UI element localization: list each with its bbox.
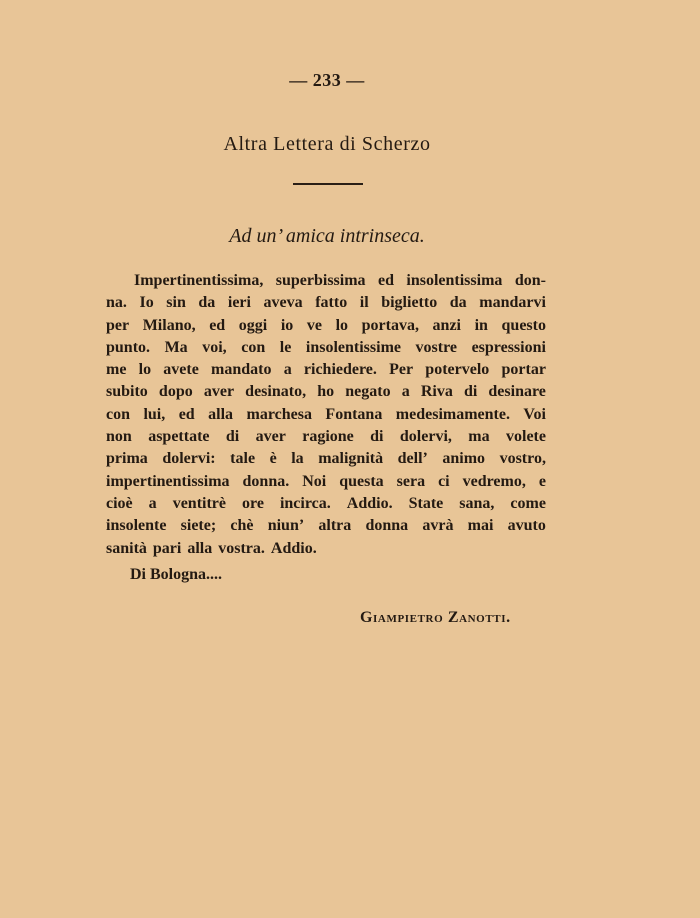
word: Addio.: [270, 539, 317, 557]
word: di: [225, 428, 240, 446]
word: ventitrè: [172, 494, 226, 512]
word: a: [148, 494, 157, 512]
word: anzi: [432, 316, 461, 334]
word: don-: [514, 272, 546, 289]
body-line: [106, 493, 546, 515]
word: per: [106, 316, 130, 334]
word: sera: [396, 472, 426, 490]
body-line: [106, 471, 546, 493]
word: vedremo,: [462, 472, 526, 490]
word: portava,: [361, 316, 419, 334]
word: questa: [339, 472, 384, 490]
word: insolentissima: [406, 272, 503, 289]
word: con: [106, 405, 130, 423]
word: ma: [468, 428, 490, 446]
word: Addio.: [346, 494, 393, 512]
word: ed: [377, 272, 394, 289]
body-line: [106, 270, 546, 292]
word: dolervi:: [162, 450, 216, 468]
word: vostra.: [218, 539, 265, 557]
word: aver: [255, 428, 286, 446]
word: Noi: [302, 472, 327, 490]
letter-body: [106, 270, 546, 560]
word: è: [269, 450, 277, 468]
word: ed: [209, 316, 226, 334]
word: Milano,: [142, 316, 196, 334]
word: incirca.: [279, 494, 331, 512]
body-line: [106, 515, 546, 537]
word: potervelo: [425, 361, 490, 379]
body-line: [106, 404, 546, 426]
word: desinare: [488, 383, 546, 401]
word: punto.: [106, 338, 151, 356]
title-divider: [293, 183, 363, 185]
word: alla: [208, 405, 234, 423]
word: niun’: [267, 517, 305, 535]
word: marchesa: [246, 405, 312, 423]
word: ed: [178, 405, 195, 423]
word: come: [510, 494, 546, 512]
word: mandarvi: [479, 294, 546, 312]
word: ve: [306, 316, 322, 334]
word: portar: [501, 361, 546, 379]
word: richiedere.: [303, 361, 377, 379]
word: malignità: [318, 450, 384, 468]
word: avete: [163, 361, 199, 379]
word: mandato: [211, 361, 272, 379]
word: donna.: [242, 472, 290, 490]
word: il: [359, 294, 369, 312]
word: a: [283, 361, 292, 379]
word: subito: [106, 383, 148, 401]
word: da: [198, 294, 216, 312]
word: dolervi,: [399, 428, 452, 446]
word: pari: [152, 539, 182, 557]
word: non: [106, 428, 132, 446]
word: insolente: [106, 517, 167, 535]
word: alla: [187, 539, 213, 557]
word: insolentissime: [305, 338, 401, 356]
word: in: [474, 316, 488, 334]
word: e: [538, 472, 546, 490]
body-line: [106, 315, 546, 337]
signature: Giampietro Zanotti.: [360, 609, 511, 626]
body-line: [106, 538, 546, 560]
word: vostre: [415, 338, 458, 356]
body-line: [106, 426, 546, 448]
word: impertinentissima: [106, 472, 230, 490]
word: avrà: [422, 517, 454, 535]
word: sanità: [106, 539, 147, 557]
word: a: [401, 383, 410, 401]
word: volete: [506, 428, 546, 446]
word: voi,: [202, 338, 227, 356]
word: Voi: [523, 405, 546, 423]
word: superbissima: [275, 272, 366, 289]
word: medesimamente.: [395, 405, 510, 423]
body-line: [106, 292, 546, 314]
page-number: — 233 —: [289, 70, 365, 90]
word: Per: [389, 361, 414, 379]
word: ieri: [227, 294, 251, 312]
word: dell’: [397, 450, 428, 468]
word: negato: [345, 383, 391, 401]
word: aver: [203, 383, 235, 401]
word: animo: [442, 450, 486, 468]
word: fatto: [315, 294, 348, 312]
word: cioè: [106, 494, 133, 512]
word: vostro,: [499, 450, 546, 468]
word: na.: [106, 294, 127, 312]
word: donna: [365, 517, 409, 535]
word: questo: [501, 316, 546, 334]
word: lui,: [143, 405, 166, 423]
word: di: [370, 428, 384, 446]
word: le: [279, 338, 292, 356]
word: da: [449, 294, 467, 312]
letter-salutation: Ad un’ amica intrinseca.: [229, 225, 425, 247]
word: sin: [166, 294, 186, 312]
word: espressioni: [471, 338, 546, 356]
word: la: [291, 450, 304, 468]
word: ho: [317, 383, 335, 401]
word: tale: [230, 450, 256, 468]
body-line: [106, 448, 546, 470]
word: lo: [138, 361, 152, 379]
word: Ma: [164, 338, 188, 356]
word: oggi: [238, 316, 268, 334]
word: dopo: [158, 383, 193, 401]
word: ragione: [302, 428, 354, 446]
word: biglietto: [381, 294, 438, 312]
word: State: [408, 494, 444, 512]
word: Fontana: [325, 405, 383, 423]
word: me: [106, 361, 127, 379]
word: sana,: [459, 494, 495, 512]
word: lo: [335, 316, 349, 334]
word: io: [280, 316, 294, 334]
letter-title: Altra Lettera di Scherzo: [223, 133, 431, 155]
word: con: [241, 338, 266, 356]
word: avuto: [507, 517, 546, 535]
word: siete;: [180, 517, 217, 535]
word: Io: [139, 294, 154, 312]
word: ci: [438, 472, 450, 490]
word: aspettate: [148, 428, 210, 446]
place-date: Di Bologna....: [130, 566, 223, 583]
word: prima: [106, 450, 148, 468]
word: Riva: [420, 383, 453, 401]
body-line: [106, 359, 546, 381]
word: altra: [318, 517, 352, 535]
word: di: [463, 383, 478, 401]
word: chè: [230, 517, 254, 535]
word: mai: [467, 517, 494, 535]
body-line: [106, 381, 546, 403]
body-line: [106, 337, 546, 359]
word: Impertinentissima,: [134, 272, 264, 289]
word: desinato,: [245, 383, 307, 401]
word: ore: [242, 494, 264, 512]
word: aveva: [263, 294, 303, 312]
